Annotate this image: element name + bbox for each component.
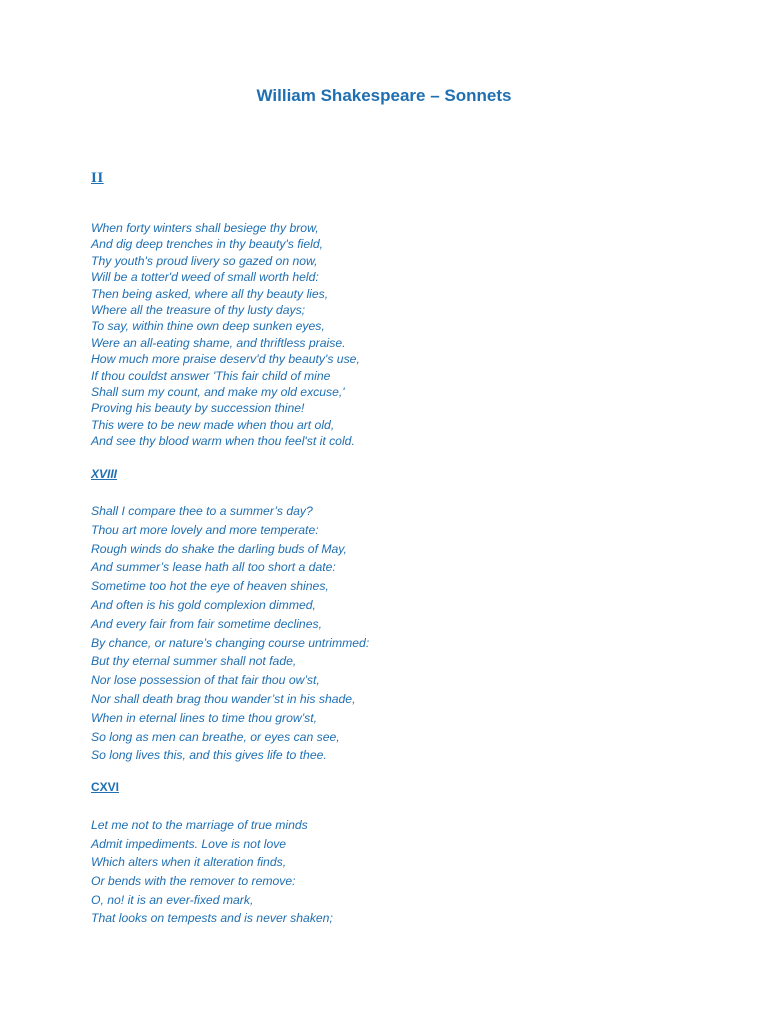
- sonnet-cxvi-text: [91, 816, 333, 928]
- poem-line: But thy eternal summer shall not fade,: [91, 654, 297, 669]
- poem-line: Thy youth's proud livery so gazed on now,: [91, 253, 318, 268]
- sonnet-heading-cxvi: CXVI: [91, 780, 120, 794]
- poem-line: Nor lose possession of that fair thou ow’st,: [91, 673, 320, 688]
- poem-line: And see thy blood warm when thou feel'st it cold.: [91, 434, 355, 449]
- poem-line: This were to be new made when thou art old,: [91, 417, 335, 432]
- poem-line: Which alters when it alteration finds,: [91, 855, 287, 870]
- sonnet-heading-xviii: XVIII: [91, 467, 118, 481]
- poem-line: And summer’s lease hath all too short a date:: [91, 560, 336, 575]
- poem-line: Were an all-eating shame, and thriftless praise.: [91, 335, 346, 350]
- sonnet-ii-text: [91, 220, 360, 449]
- poem-line: When forty winters shall besiege thy brow,: [91, 221, 319, 235]
- poem-line: Let me not to the marriage of true minds: [91, 818, 308, 832]
- poem-line: Where all the treasure of thy lusty days;: [91, 302, 306, 317]
- poem-line: Shall sum my count, and make my old excuse,': [91, 384, 345, 399]
- poem-line: Nor shall death brag thou wander’st in his shade,: [91, 691, 356, 706]
- poem-line: When in eternal lines to time thou grow’st,: [91, 710, 318, 725]
- poem-line: Shall I compare thee to a summer’s day?: [91, 504, 313, 518]
- poem-line: And dig deep trenches in thy beauty's field,: [91, 237, 324, 252]
- poem-line: Admit impediments. Love is not love: [91, 836, 287, 851]
- poem-line: And every fair from fair sometime declines,: [91, 616, 322, 631]
- poem-line: And often is his gold complexion dimmed,: [91, 597, 316, 612]
- poem-line: Then being asked, where all thy beauty lies,: [91, 286, 329, 301]
- document-title: William Shakespeare – Sonnets: [256, 86, 512, 105]
- poem-line: Sometime too hot the eye of heaven shines,: [91, 579, 329, 594]
- poem-line: To say, within thine own deep sunken eyes,: [91, 319, 325, 334]
- poem-line: Thou art more lovely and more temperate:: [91, 522, 319, 537]
- poem-line: Or bends with the remover to remove:: [91, 874, 296, 889]
- poem-line: By chance, or nature’s changing course untrimmed:: [91, 635, 370, 650]
- sonnet-heading-ii: II: [91, 170, 104, 186]
- poem-line: If thou couldst answer 'This fair child of mine: [91, 368, 331, 383]
- poem-line: That looks on tempests and is never shaken;: [91, 911, 333, 926]
- sonnet-xviii-text: [91, 502, 369, 765]
- poem-line: Rough winds do shake the darling buds of May,: [91, 541, 347, 556]
- poem-line: So long lives this, and this gives life to thee.: [91, 748, 327, 763]
- poem-line: O, no! it is an ever-fixed mark,: [91, 892, 254, 907]
- poem-line: How much more praise deserv'd thy beauty's use,: [91, 352, 360, 367]
- poem-line: So long as men can breathe, or eyes can see,: [91, 729, 340, 744]
- poem-line: Will be a totter'd weed of small worth held:: [91, 270, 319, 285]
- poem-line: Proving his beauty by succession thine!: [91, 401, 305, 416]
